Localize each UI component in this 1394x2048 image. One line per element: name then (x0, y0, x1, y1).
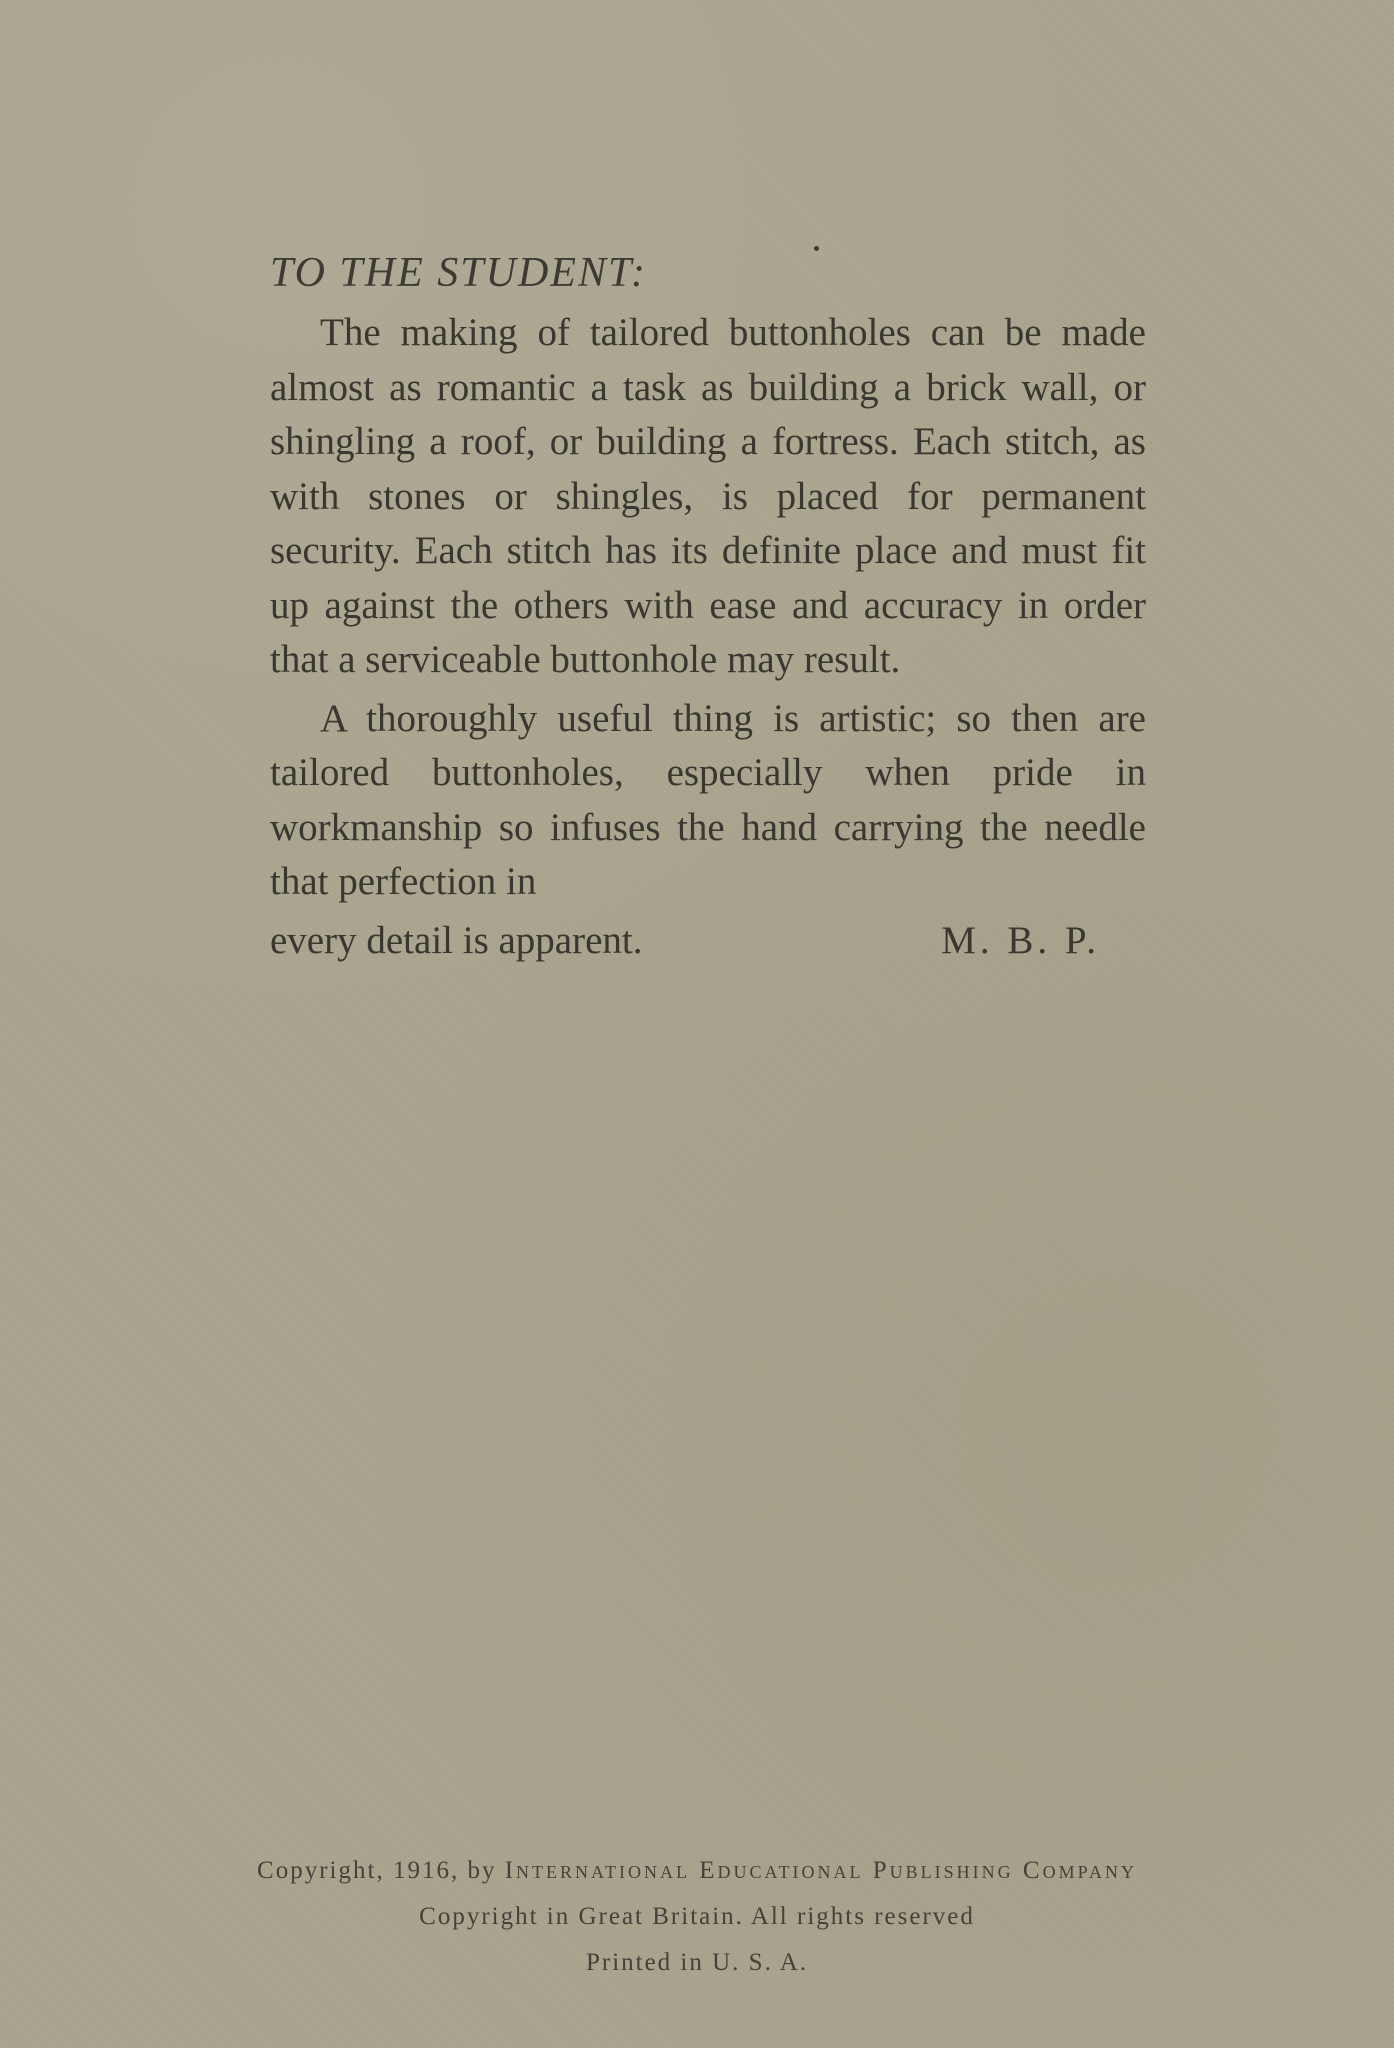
preface-paragraph-1: The making of tailored buttonholes can be made almost as romantic a task as building a brick wall, or shingling a roof, or building a fortress. Each stitch, as with stones or shingles, is placed for permanent security. Each stitch has its definite place and must fit up against the others with ease and accuracy in order that a serviceable buttonhole may result. (270, 311, 1146, 681)
copyright-line-1 (0, 1848, 1394, 1894)
copyright-line-2: Copyright in Great Britain. All rights reserved (419, 1903, 975, 1930)
copyright-prefix: Copyright, 1916, by (257, 1857, 497, 1884)
closing-line-row (270, 914, 1100, 969)
printed-in-line: Printed in U. S. A. (585, 1949, 809, 1976)
preface-paragraph-2: A thoroughly useful thing is artistic; so then are tailored buttonholes, especially when pride in workmanship so infuses the hand carrying the needle that perfection in (270, 696, 1146, 903)
publisher-name: International Educational Publishing Company (504, 1857, 1137, 1884)
preface-text-block (270, 246, 1146, 968)
preface-heading: TO THE STUDENT: (270, 250, 647, 296)
signature-initials: M. B. P. (941, 918, 1100, 962)
copyright-notice (0, 1848, 1394, 1986)
closing-line: every detail is apparent. (270, 918, 643, 962)
